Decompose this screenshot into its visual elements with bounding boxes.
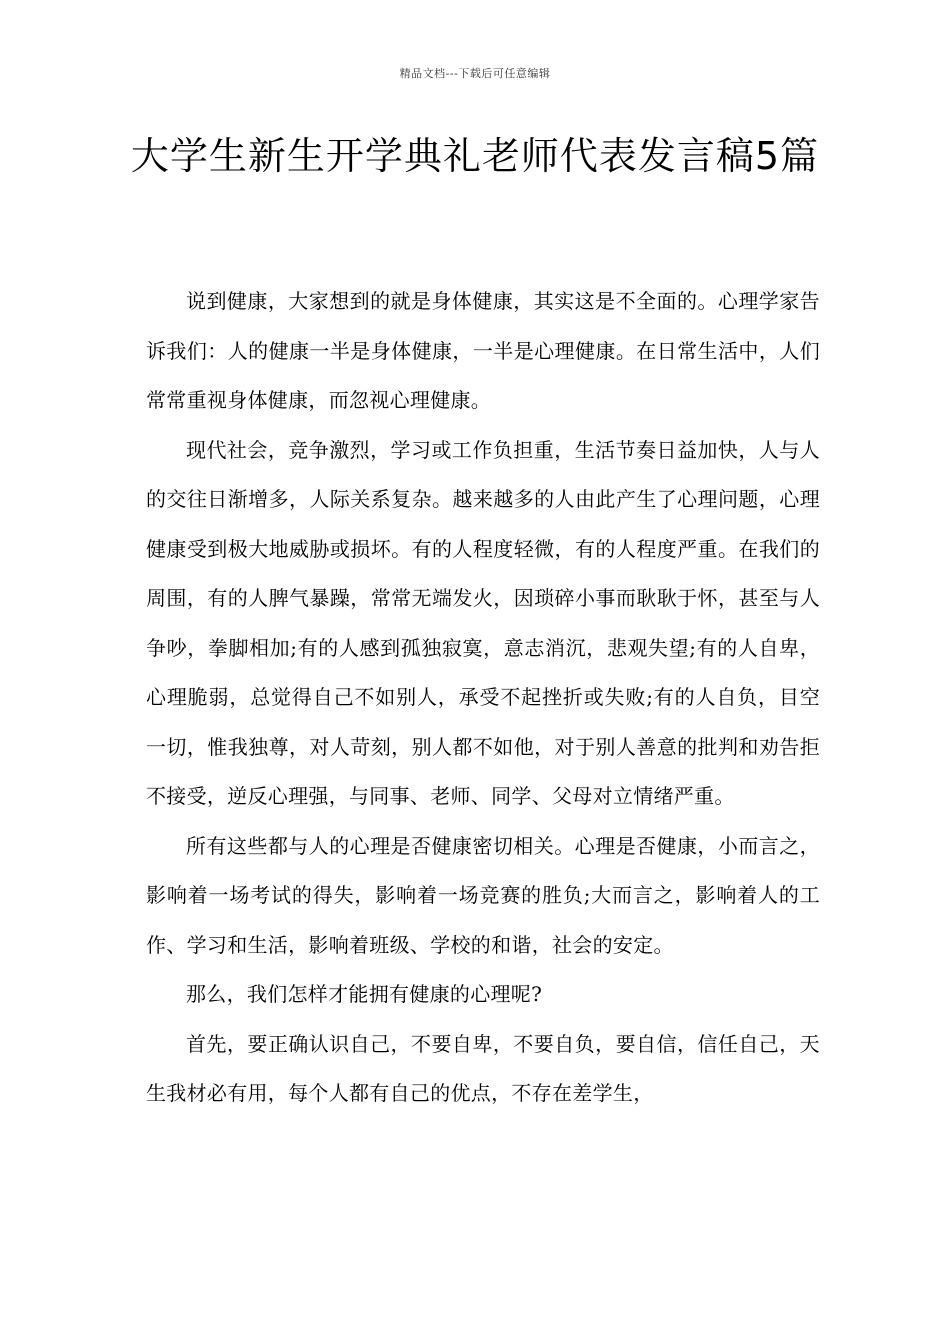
paragraph-2: 现代社会，竞争激烈，学习或工作负担重，生活节奏日益加快，人与人的交往日渐增多，人际关系复杂。越来越多的人由此产生了心理问题，心理健康受到极大地威胁或损坏。有的人程度轻微，有的人程度严重。在我们的周围，有的人脾气暴躁，常常无端发火，因琐碎小事而耿耿于怀，甚至与人争吵，拳脚相加;有的人感到孤独寂寞，意志消沉，悲观失望;有的人自卑，心理脆弱，总觉得自己不如别人，承受不起挫折或失败;有的人自负，目空一切，惟我独尊，对人苛刻，别人都不如他，对于别人善意的批判和劝告拒不接受，逆反心理强，与同事、老师、同学、父母对立情绪严重。 [146, 437, 820, 808]
document-title: 大学生新生开学典礼老师代表发言稿5篇 [130, 134, 820, 178]
paragraph-3: 所有这些都与人的心理是否健康密切相关。心理是否健康，小而言之，影响着一场考试的得失，影响着一场竞赛的胜负;大而言之，影响着人的工作、学习和生活，影响着班级、学校的和谐，社会的安定。 [146, 833, 820, 957]
document-body [146, 277, 820, 1119]
header-note: 精品文档---下载后可任意编辑 [399, 67, 551, 80]
paragraph-1: 说到健康，大家想到的就是身体健康，其实这是不全面的。心理学家告诉我们：人的健康一半是身体健康，一半是心理健康。在日常生活中，人们常常重视身体健康，而忽视心理健康。 [146, 289, 820, 412]
paragraph-5: 首先，要正确认识自己，不要自卑，不要自负，要自信，信任自己，天生我材必有用，每个人都有自己的优点，不存在差学生， [146, 1031, 820, 1105]
paragraph-4: 那么，我们怎样才能拥有健康的心理呢? [186, 982, 543, 1006]
